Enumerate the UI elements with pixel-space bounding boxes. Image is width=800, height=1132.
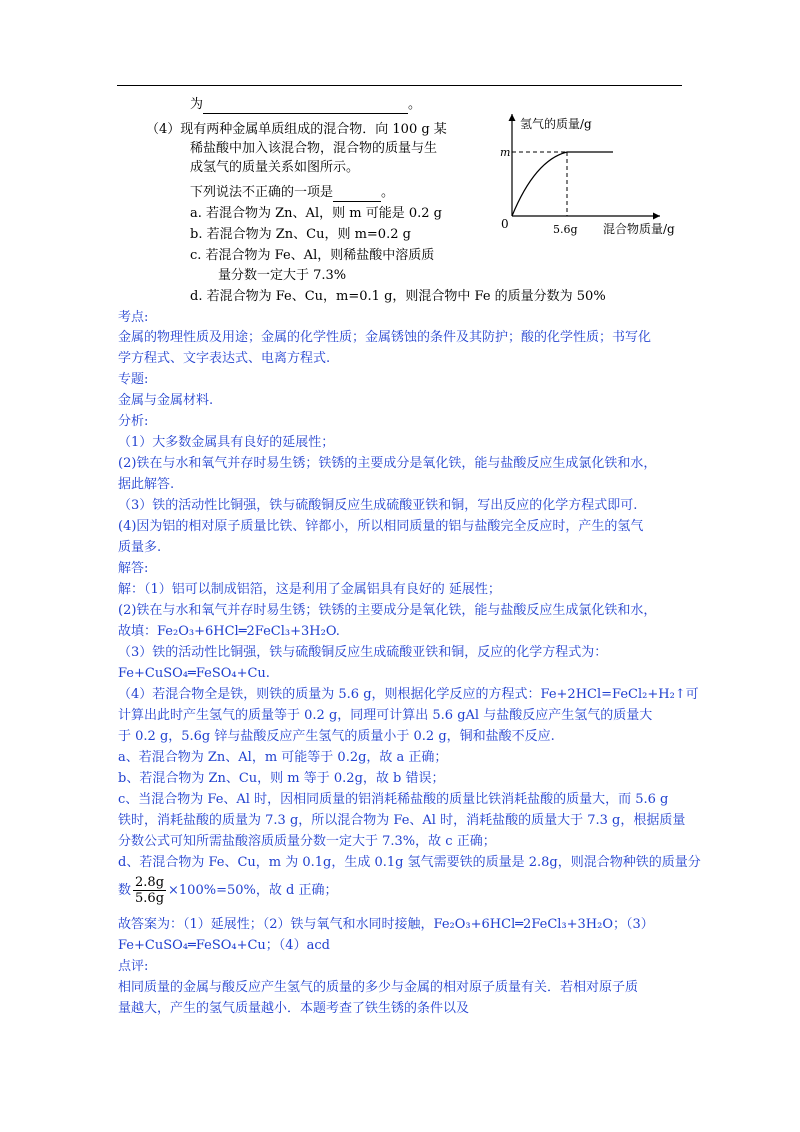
answer-blank [203,99,408,114]
dianping-line1: 相同质量的金属与酸反应产生氢气的质量的多少与金属的相对原子质量有关．若相对原子质 [118,980,639,995]
y-axis-label: 氢气的质量/g [520,117,592,131]
jieda-line6: （4）若混合物全是铁，则铁的质量为 5.6 g，则根据化学反应的方程式：Fe+2HCl=FeCl₂+H₂↑可 [118,687,699,702]
jieda-line9: a、若混合物为 Zn、Al，m 可能等于 0.2g，故 a 正确； [118,750,448,765]
x-axis-label: 混合物质量/g [603,222,675,236]
zhuanti-label: 专题: [118,372,149,387]
zhuanti-text: 金属与金属材料. [118,393,214,408]
jieda-line12: 铁时，消耗盐酸的质量为 7.3 g，所以混合物为 Fe、Al 时，消耗盐酸的质量大于 7.3 g，根据质量 [118,813,686,828]
dianping-line2: 量越大，产生的氢气质量越小．本题考查了铁生锈的条件以及 [118,1001,470,1016]
fenxi-line5: (4)因为铝的相对原子质量比铁、锌都小，所以相同质量的铝与盐酸完全反应时，产生的氢气 [118,519,644,534]
jieda-line3: 故填：Fe₂O₃+6HCl═2FeCl₃+3H₂O. [118,624,340,639]
dianping-label: 点评: [118,959,149,974]
fenxi-line1: （1）大多数金属具有良好的延展性； [118,435,335,450]
option-c-line2: 量分数一定大于 7.3% [218,268,347,283]
hydrogen-mass-chart [495,108,685,243]
jieda-label: 解答: [118,561,149,576]
y-marker-label: m [500,146,511,159]
answer-line1: 故答案为：（1）延展性；（2）铁与氧气和水同时接触，Fe₂O₃+6HCl═2FeCl₃+3H₂O；（3） [118,917,654,932]
option-c-line1: c. 若混合物为 Fe、Al，则稀盐酸中溶质质 [190,248,435,263]
option-d: d. 若混合物为 Fe、Cu，m=0.1 g，则混合物中 Fe 的质量分数为 50% [190,289,606,304]
kaodian-label: 考点: [118,310,149,325]
origin-label: 0 [501,217,509,231]
fenxi-line6: 质量多. [118,540,162,555]
fraction: $\frac{2.8g}{5.6g}$ [135,875,165,906]
jieda-line13: 分数公式可知所需盐酸溶质质量分数一定大于 7.3%，故 c 正确； [118,834,496,849]
jieda-line4: （3）铁的活动性比铜强，铁与硫酸铜反应生成硫酸亚铁和铜，反应的化学方程式为： [118,645,608,660]
jieda-line15: 数 $\frac{2.8g}{5.6g}$ ×100%=50%，故 d 正确； [118,875,338,906]
fenxi-line2: (2)铁在与水和氧气并存时易生锈；铁锈的主要成分是氧化铁，能与盐酸反应生成氯化铁和水， [118,456,657,471]
fenxi-line4: （3）铁的活动性比铜强，铁与硫酸铜反应生成硫酸亚铁和铜，写出反应的化学方程式即可. [118,498,638,513]
fenxi-label: 分析: [118,414,149,429]
kaodian-line2: 学方程式、文字表达式、电离方程式. [118,351,331,366]
prev-answer-line: 为 。 [190,97,422,112]
x-marker-label: 5.6g [553,223,578,236]
jieda-line8: 于 0.2 g，5.6g 锌与盐酸反应产生氢气的质量小于 0.2 g，铜和盐酸不反应. [118,729,555,744]
answer-line2: Fe+CuSO₄═FeSO₄+Cu；（4）acd [118,938,330,953]
q4-line3: 成氢气的质量关系如图所示。 [190,160,360,175]
option-b: b. 若混合物为 Zn、Cu，则 m=0.2 g [190,227,411,242]
q4-line2: 稀盐酸中加入该混合物，混合物的质量与生 [190,141,438,156]
jieda-line10: b、若混合物为 Zn、Cu，则 m 等于 0.2g，故 b 错误； [118,771,445,786]
option-a: a. 若混合物为 Zn、Al，则 m 可能是 0.2 g [190,206,442,221]
kaodian-line1: 金属的物理性质及用途；金属的化学性质；金属锈蚀的条件及其防护；酸的化学性质；书写化 [118,330,652,345]
jieda-line7: 计算出此时产生氢气的质量等于 0.2 g，同理可计算出 5.6 gAl 与盐酸反应产生氢气的质量大 [118,708,653,723]
curve-rising [512,152,567,216]
fenxi-line3: 据此解答. [118,477,175,492]
jieda-line5: Fe+CuSO₄═FeSO₄+Cu. [118,666,270,681]
q4-prompt: 下列说法不正确的一项是 。 [190,185,395,200]
header-rule [117,85,682,86]
jieda-line14: d、若混合物为 Fe、Cu，m 为 0.1g，生成 0.1g 氢气需要铁的质量是 2.8g，则混合物种铁的质量分 [118,855,701,870]
jieda-line11: c、当混合物为 Fe、Al 时，因相同质量的铝消耗稀盐酸的质量比铁消耗盐酸的质量大，而 5.6 g [118,792,669,807]
answer-blank [333,187,381,202]
q4-line1: （4）现有两种金属单质组成的混合物．向 100 g 某 [146,122,447,137]
jieda-line1: 解：（1）铝可以制成铝箔，这是利用了金属铝具有良好的 延展性； [118,582,501,597]
jieda-line2: (2)铁在与水和氧气并存时易生锈；铁锈的主要成分是氧化铁，能与盐酸反应生成氯化铁和水， [118,603,657,618]
